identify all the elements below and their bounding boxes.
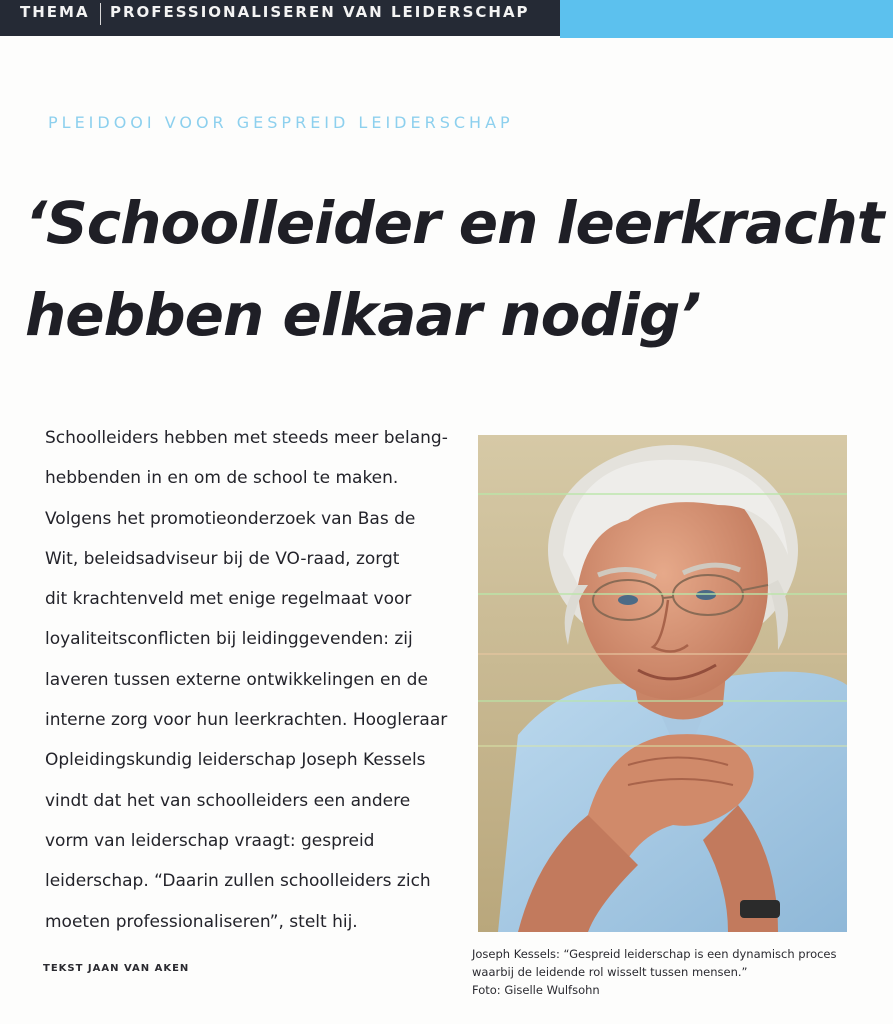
headline-line-1: ‘Schoolleider en leerkracht (25, 189, 884, 257)
intro-line: Wit, beleidsadviseur bij de VO-raad, zorgt (45, 548, 400, 569)
article-intro (45, 418, 465, 942)
portrait-photo (478, 435, 847, 932)
caption-line: waarbij de leidende rol wisselt tussen mensen.” (472, 965, 748, 979)
section-label: THEMA (20, 3, 90, 21)
header-accent-band (560, 0, 893, 38)
intro-line: hebbenden in en om de school te maken. (45, 468, 399, 489)
caption-line: Foto: Giselle Wulfsohn (472, 983, 600, 997)
topic-label: PROFESSIONALISEREN VAN LEIDERSCHAP (110, 3, 530, 21)
headline-line-2: hebben elkaar nodig’ (25, 281, 701, 349)
intro-line: leiderschap. “Daarin zullen schoolleiders zich (45, 871, 431, 892)
article-headline (25, 177, 884, 361)
intro-line: interne zorg voor hun leerkrachten. Hoogleraar (45, 710, 448, 731)
section-header-bar (0, 0, 893, 36)
header-divider (100, 3, 101, 25)
article-kicker: PLEIDOOI VOOR GESPREID LEIDERSCHAP (48, 113, 514, 132)
author-credit: TEKST JAAN VAN AKEN (43, 963, 190, 974)
intro-line: dit krachtenveld met enige regelmaat voor (45, 589, 412, 610)
caption-line: Joseph Kessels: “Gespreid leiderschap is een dynamisch proces (472, 947, 837, 961)
intro-line: vorm van leiderschap vraagt: gespreid (45, 830, 375, 851)
intro-line: Volgens het promotieonderzoek van Bas de (45, 508, 416, 529)
photo-caption (472, 945, 872, 999)
intro-line: Schoolleiders hebben met steeds meer belang- (45, 428, 448, 448)
intro-line: moeten professionaliseren”, stelt hij. (45, 911, 358, 932)
intro-line: loyaliteitsconflicten bij leidinggevenden: zij (45, 629, 413, 650)
intro-line: laveren tussen externe ontwikkelingen en de (45, 669, 428, 690)
portrait-illustration (478, 435, 847, 932)
intro-line: vindt dat het van schoolleiders een andere (45, 790, 411, 811)
intro-line: Opleidingskundig leiderschap Joseph Kessels (45, 750, 426, 771)
